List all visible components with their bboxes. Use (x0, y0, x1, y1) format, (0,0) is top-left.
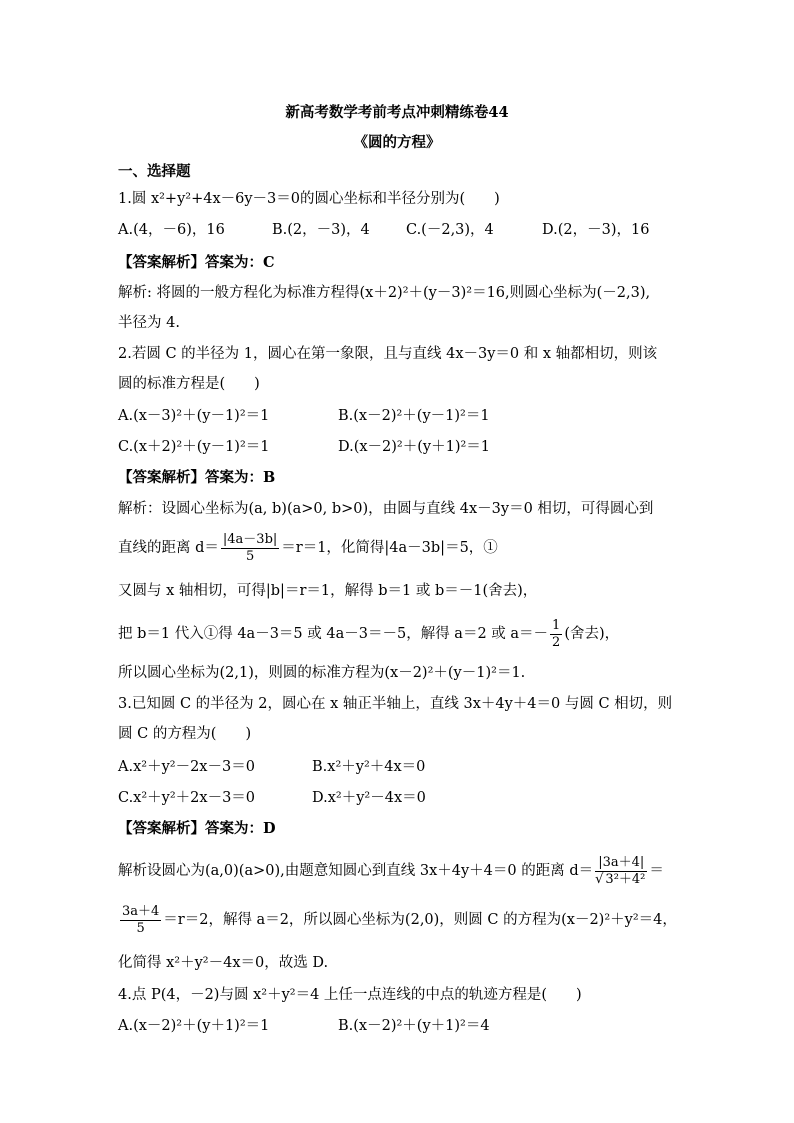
q2-analysis-line3: 又圆与 x 轴相切，可得|b|＝r＝1，解得 b＝1 或 b＝－1(舍去)， (118, 583, 538, 599)
q3-option-a: A.x²＋y²－2x－3＝0 (118, 759, 255, 775)
distance-fraction (595, 855, 647, 888)
q1-option-b: B.(2，－3)，4 (272, 222, 370, 238)
q1-analysis-line1: 解析: 将圆的一般方程化为标准方程得(x＋2)²＋(y－3)²＝16,则圆心坐标为(－2,3), (118, 285, 651, 301)
q2-option-d: D.(x－2)²＋(y＋1)²＝1 (338, 439, 491, 455)
q2-analysis-line2-post: ＝r＝1，化简得|4a－3b|＝5，① (281, 540, 498, 556)
q2-analysis-line4 (118, 616, 619, 652)
q1-option-a: A.(4，－6)，16 (118, 222, 225, 238)
q3-analysis-line3: 化简得 x²＋y²－4x＝0，故选 D. (118, 955, 329, 971)
ratio-fraction (120, 904, 161, 937)
section-heading: 一、选择题 (118, 163, 191, 180)
q3-option-c: C.x²＋y²＋2x－3＝0 (118, 790, 256, 806)
sqrt-sign: √ 3²＋4² (595, 871, 646, 887)
q2-analysis-line2 (118, 530, 498, 566)
q1-analysis-line2: 半径为 4. (118, 315, 180, 331)
q3-stem-line2: 圆 C 的方程为( ) (118, 726, 252, 742)
q4-option-b: B.(x－2)²＋(y＋1)²＝4 (338, 1018, 490, 1034)
equals-sign: ＝ (649, 863, 664, 879)
fraction-numerator: |3a＋4| (595, 855, 647, 872)
q3-option-b: B.x²＋y²＋4x＝0 (312, 759, 426, 775)
q3-stem-line1: 3.已知圆 C 的半径为 2，圆心在 x 轴正半轴上，直线 3x＋4y＋4＝0 与圆 C 相切，则 (118, 696, 673, 712)
fraction-numerator: 1 (552, 617, 561, 633)
q2-analysis-line5: 所以圆心坐标为(2,1)，则圆的标准方程为(x－2)²＋(y－1)²＝1. (118, 665, 526, 681)
fraction-numerator: 3a＋4 (122, 903, 160, 919)
distance-fraction (221, 532, 279, 565)
q2-option-a: A.(x－3)²＋(y－1)²＝1 (118, 408, 270, 424)
q2-stem-line2: 圆的标准方程是( ) (118, 376, 260, 392)
fraction-denominator (595, 872, 647, 888)
fraction-denominator: 5 (245, 548, 255, 564)
fraction-numerator: |4a－3b| (222, 531, 278, 547)
q1-option-d: D.(2，－3)，16 (542, 222, 650, 238)
fraction-denominator: 5 (136, 920, 145, 936)
q1-option-c: C.(－2,3)，4 (406, 222, 494, 238)
q2-analysis-line4-post: (舍去)， (564, 626, 620, 642)
q3-analysis-line2 (118, 900, 677, 940)
q2-answer: 【答案解析】答案为：B (118, 469, 276, 486)
q2-option-c: C.(x＋2)²＋(y－1)²＝1 (118, 439, 270, 455)
q2-analysis-line4-pre: 把 b＝1 代入①得 4a－3＝5 或 4a－3＝－5，解得 a＝2 或 a＝－ (118, 626, 549, 642)
fraction-denominator: 2 (552, 634, 561, 650)
q2-option-b: B.(x－2)²＋(y－1)²＝1 (338, 408, 490, 424)
q2-analysis-line2-pre: 直线的距离 d＝ (118, 540, 219, 556)
q4-option-a: A.(x－2)²＋(y＋1)²＝1 (118, 1018, 270, 1034)
q3-analysis-line1 (118, 851, 664, 891)
q3-option-d: D.x²＋y²－4x＝0 (312, 790, 426, 806)
half-fraction (550, 618, 562, 651)
q2-stem-line1: 2.若圆 C 的半径为 1，圆心在第一象限，且与直线 4x－3y＝0 和 x 轴都相切，则该 (118, 346, 658, 362)
q3-answer: 【答案解析】答案为：D (118, 820, 276, 837)
q1-answer: 【答案解析】答案为：C (118, 254, 275, 271)
document-title: 新高考数学考前考点冲刺精练卷44 (285, 104, 509, 121)
q1-stem: 1.圆 x²+y²+4x－6y－3＝0的圆心坐标和半径分别为( ) (118, 191, 500, 207)
q3-analysis-line1-pre: 解析设圆心为(a,0)(a>0),由题意知圆心到直线 3x＋4y＋4＝0 的距离 d＝ (118, 863, 594, 879)
radicand: 3²＋4² (605, 871, 646, 887)
q3-analysis-line2-post: ＝r＝2，解得 a＝2，所以圆心坐标为(2,0)，则圆 C 的方程为(x－2)²＋y²＝4， (163, 912, 677, 928)
q4-stem: 4.点 P(4，－2)与圆 x²＋y²＝4 上任一点连线的中点的轨迹方程是( ) (118, 987, 582, 1003)
document-subtitle: 《圆的方程》 (353, 134, 441, 151)
q2-analysis-line1: 解析：设圆心坐标为(a, b)(a>0, b>0)，由圆与直线 4x－3y＝0 相切，可得圆心到 (118, 501, 654, 517)
